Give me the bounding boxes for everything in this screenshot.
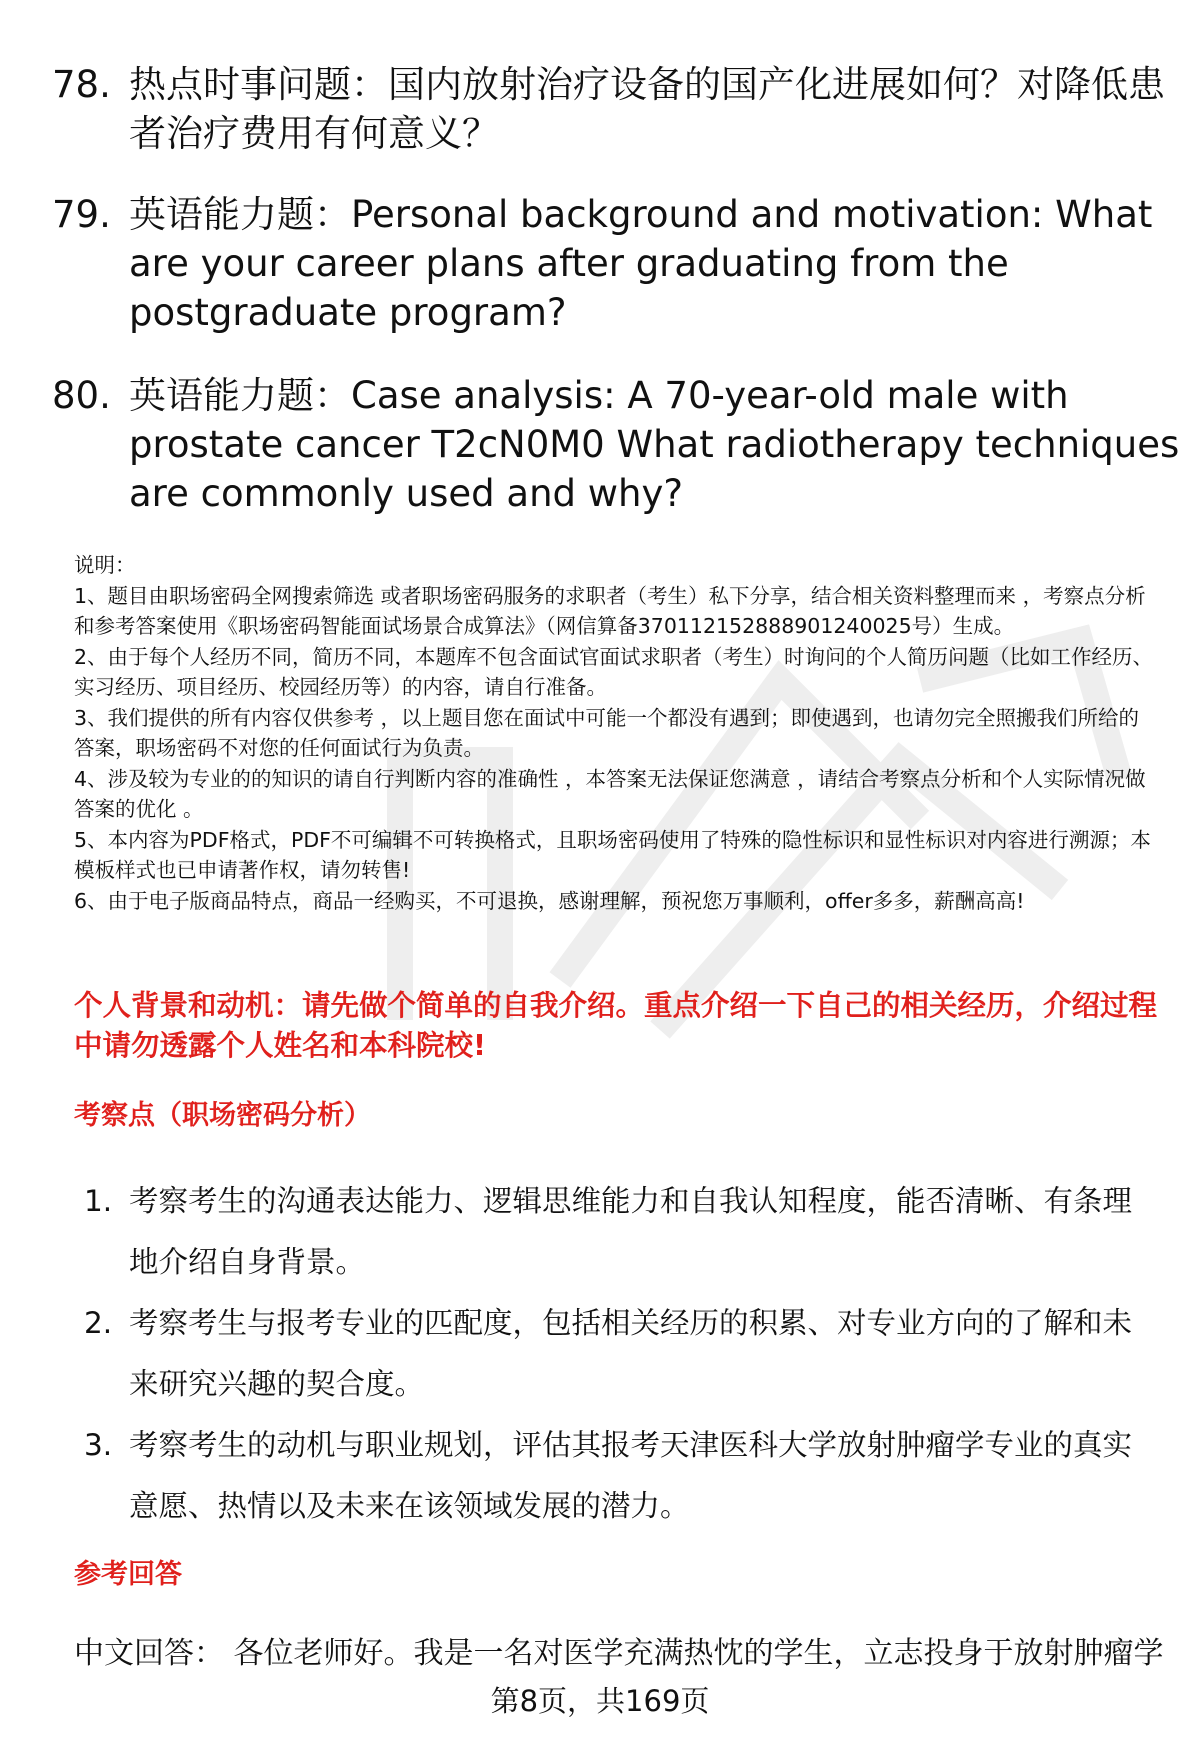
note-line: 3、我们提供的所有内容仅供参考 ，以上题目您在面试中可能一个都没有遇到；即使遇到，也请勿完全照搬我们所给的答案，职场密码不对您的任何面试行为负责。 (74, 705, 1140, 760)
list-item-text: 考察考生的沟通表达能力、逻辑思维能力和自我认知程度，能否清晰、有条理地介绍自身背景。 (129, 1184, 1133, 1279)
notes-block (74, 550, 1154, 916)
note-line: 2、由于每个人经历不同，简历不同，本题库不包含面试官面试求职者（考生）时询问的个人简历问题（比如工作经历、实习经历、项目经历、校园经历等）的内容，请自行准备。 (74, 644, 1154, 699)
answer-text: 中文回答： 各位老师好。我是一名对医学充满热忱的学生，立志投身于放射肿瘤学 (74, 1636, 1164, 1671)
analysis-heading: 考察点（职场密码分析） (74, 1100, 371, 1131)
question-text: 英语能力题：Case analysis: A 70-year-old male with prostate cancer T2cN0M0 What radiotherapy techniques are commonly used and why? (129, 374, 1180, 515)
list-item (80, 1293, 1160, 1415)
list-item-text: 考察考生的动机与职业规划，评估其报考天津医科大学放射肿瘤学专业的真实意愿、热情以及未来在该领域发展的潜力。 (129, 1428, 1133, 1523)
notes-title: 说明： (74, 553, 136, 577)
list-item-number: 3. (84, 1428, 113, 1462)
reference-answer-heading: 参考回答 (74, 1559, 182, 1590)
list-item-number: 1. (84, 1184, 113, 1218)
note-line: 6、由于电子版商品特点，商品一经购买，不可退换，感谢理解，预祝您万事顺利，offer多多，薪酬高高! (74, 888, 1025, 913)
page-footer: 第8页，共169页 (490, 1684, 710, 1718)
list-item (80, 1171, 1160, 1293)
list-item-text: 考察考生与报考专业的匹配度，包括相关经历的积累、对专业方向的了解和未来研究兴趣的契合度。 (129, 1306, 1133, 1401)
question-text: 热点时事问题：国内放射治疗设备的国产化进展如何？对降低患者治疗费用有何意义？ (129, 63, 1165, 155)
note-line: 5、本内容为PDF格式，PDF不可编辑不可转换格式，且职场密码使用了特殊的隐性标识和显性标识对内容进行溯源；本模板样式也已申请著作权，请勿转售! (74, 827, 1151, 882)
note-line: 4、涉及较为专业的的知识的请自行判断内容的准确性 ，本答案无法保证您满意 ，请结合考察点分析和个人实际情况做答案的优化 。 (74, 766, 1146, 821)
analysis-list (80, 1171, 1160, 1537)
question-text: 英语能力题：Personal background and motivation: What are your career plans after graduating from the postgraduate program? (129, 193, 1153, 334)
question-number: 80. (52, 374, 111, 417)
question-number: 78. (52, 63, 111, 106)
interview-question-heading: 个人背景和动机：请先做个简单的自我介绍。重点介绍一下自己的相关经历，介绍过程中请勿透露个人姓名和本科院校! (74, 989, 1158, 1062)
note-line: 1、题目由职场密码全网搜索筛选 或者职场密码服务的求职者（考生）私下分享，结合相关资料整理而来 ，考察点分析和参考答案使用《职场密码智能面试场景合成算法》（网信算备370112152888901240025号）生成。 (74, 583, 1146, 638)
list-item-number: 2. (84, 1306, 113, 1340)
question-number: 79. (52, 193, 111, 236)
list-item (80, 1415, 1160, 1537)
